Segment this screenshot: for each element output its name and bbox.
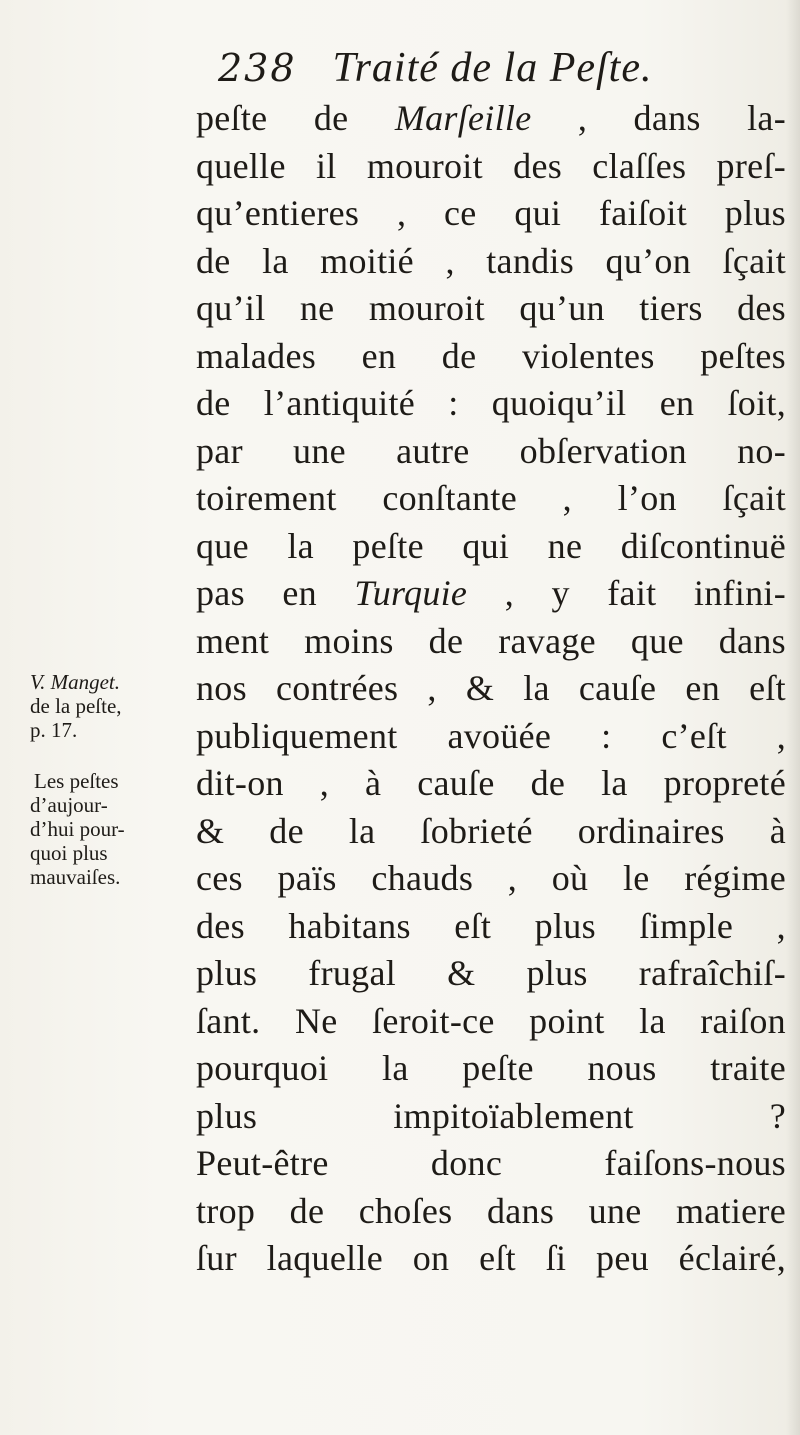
note-line: quoi plus xyxy=(30,841,108,865)
text-line: de l’antiquité : quoiqu’il en ſoit, xyxy=(196,383,786,423)
text-line: ment moins de ravage que dans xyxy=(196,620,786,661)
text-line: malades en de violentes peſtes xyxy=(196,335,786,376)
margin-note-reference xyxy=(30,670,195,742)
text-line: plus frugal & plus rafraîchiſ- xyxy=(196,953,786,993)
text-line: trop de choſes dans une matiere xyxy=(196,1190,786,1231)
text-line: ſant. Ne ſeroit-ce point la raiſon xyxy=(196,1000,786,1041)
page-number: 238 xyxy=(218,46,297,90)
text-line: par une autre obſervation no- xyxy=(196,430,786,471)
note-line: d’hui pour- xyxy=(30,817,125,841)
text-line: de la moitié , tandis qu’on ſçait xyxy=(196,240,786,281)
note-line: Les peſtes xyxy=(34,769,119,793)
text-line: peſte de Marſeille , dans la- xyxy=(196,98,786,138)
text-line: publiquement avoüée : c’eſt , xyxy=(196,715,786,756)
text-line: toirement conſtante , l’on ſçait xyxy=(196,478,786,518)
text-line: pas en Turquie , y fait infini- xyxy=(196,573,786,613)
note-line: mauvaiſes. xyxy=(30,865,121,889)
text-line: dit-on , à cauſe de la propreté xyxy=(196,763,786,803)
text-line: ſur laquelle on eſt ſi peu éclairé, xyxy=(196,1238,786,1278)
text-line: qu’il ne mouroit qu’un tiers des xyxy=(196,288,786,328)
margin-note-summary xyxy=(30,769,195,889)
text-line: que la peſte qui ne diſcontinuë xyxy=(196,525,786,566)
note-line: V. Manget. xyxy=(30,670,121,694)
text-line: plus impitoïablement ? xyxy=(196,1095,786,1136)
text-line: quelle il mouroit des claſſes preſ- xyxy=(196,145,786,186)
text-line: pourquoi la peſte nous traite xyxy=(196,1048,786,1088)
text-line: Peut-être donc faiſons-nous xyxy=(196,1143,786,1183)
note-line: p. 17. xyxy=(30,718,78,742)
text-line: ces païs chauds , où le régime xyxy=(196,858,786,898)
text-line: nos contrées , & la cauſe en eſt xyxy=(196,668,786,708)
running-title: Traité de la Peſte. xyxy=(332,45,653,91)
page-header xyxy=(218,44,652,94)
page-edge-shadow xyxy=(786,0,800,1435)
text-line: des habitans eſt plus ſimple , xyxy=(196,905,786,946)
text-line: & de la ſobrieté ordinaires à xyxy=(196,810,786,851)
note-line: de la peſte, xyxy=(30,694,122,718)
body-text xyxy=(196,95,786,1283)
text-line: qu’entieres , ce qui faiſoit plus xyxy=(196,193,786,233)
note-line: d’aujour- xyxy=(30,793,108,817)
